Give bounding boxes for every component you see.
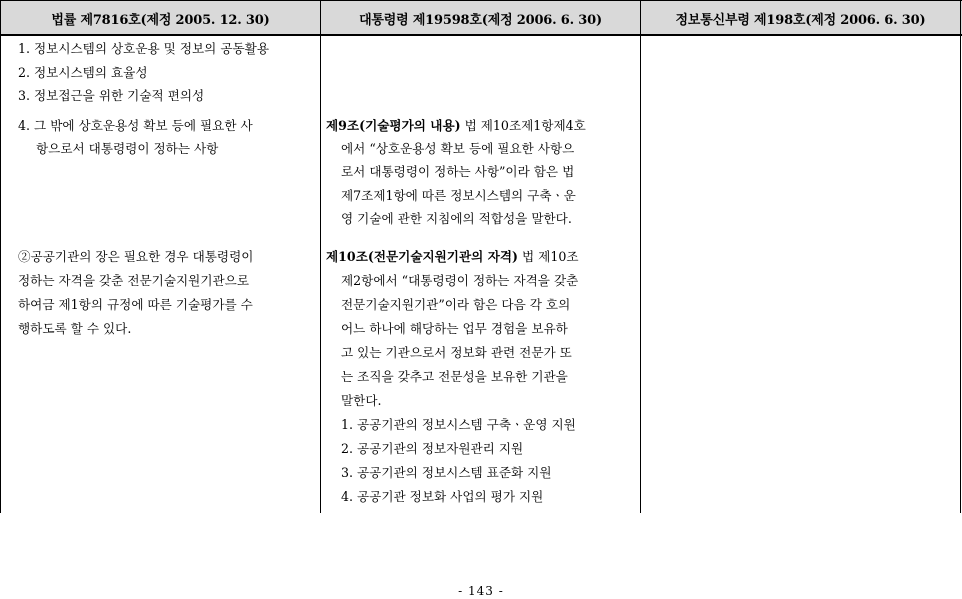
article-10-first-line: 법 제10조	[517, 249, 579, 264]
law-paragraph-2-line-1: ②공공기관의 장은 필요한 경우 대통령령이	[18, 249, 254, 264]
header-law: 법률 제7816호(제정 2005. 12. 30)	[51, 12, 270, 28]
law-paragraph-2-line-4: 행하도록 할 수 있다.	[18, 321, 132, 336]
law-list-item-1: 1. 정보시스템의 상호운용 및 정보의 공동활용	[18, 41, 270, 56]
article-9-first-line: 법 제10조제1항제4호	[460, 118, 586, 133]
law-list-item-4-line-1: 4. 그 밖에 상호운용성 확보 등에 필요한 사	[18, 118, 253, 133]
article-10-title: (전문기술지원기관의 자격)	[367, 249, 518, 264]
article-10-item-4: 4. 공공기관 정보화 사업의 평가 지원	[341, 489, 544, 504]
law-list-item-2: 2. 정보시스템의 효율성	[18, 65, 148, 80]
article-9-line-4: 제7조제1항에 따른 정보시스템의 구축ㆍ운	[341, 188, 576, 203]
table-right-border	[960, 0, 961, 513]
article-9-title: (기술평가의 내용)	[359, 118, 461, 133]
article-10-item-1: 1. 공공기관의 정보시스템 구축ㆍ운영 지원	[341, 417, 576, 432]
article-10-line-5: 고 있는 기관으로서 정보화 관련 전문가 또	[341, 345, 572, 360]
article-10-line-6: 는 조직을 갖추고 전문성을 보유한 기관을	[341, 369, 568, 384]
article-9-line-5: 영 기술에 관한 지침에의 적합성을 말한다.	[341, 211, 572, 226]
article-10-item-2: 2. 공공기관의 정보자원관리 지원	[341, 441, 524, 456]
article-10-line-2: 제2항에서 “대통령령이 정하는 자격을 갖춘	[341, 273, 579, 288]
law-list-item-3: 3. 정보접근을 위한 기술적 편의성	[18, 88, 205, 103]
page-number: - 143 -	[458, 584, 504, 598]
decree-article-9-heading	[326, 114, 586, 138]
article-10-line-4: 어느 하나에 해당하는 업무 경험을 보유하	[341, 321, 568, 336]
decree-article-10-heading	[326, 245, 579, 269]
article-10-item-3: 3. 공공기관의 정보시스템 표준화 지원	[341, 465, 552, 480]
law-paragraph-2-line-3: 하여금 제1항의 규정에 따른 기술평가를 수	[18, 297, 253, 312]
article-9-line-3: 로서 대통령령이 정하는 사항”이라 함은 법	[341, 164, 575, 179]
ministry-ordinance-column	[641, 36, 960, 513]
article-10-line-7: 말한다.	[341, 393, 382, 408]
column-divider-1	[320, 0, 321, 513]
header-decree: 대통령령 제19598호(제정 2006. 6. 30)	[359, 12, 602, 28]
header-ministry-ordinance: 정보통신부령 제198호(제정 2006. 6. 30)	[675, 12, 926, 28]
law-paragraph-2-line-2: 정하는 자격을 갖춘 전문기술지원기관으로	[18, 273, 249, 288]
law-list-item-4-line-2: 항으로서 대통령령이 정하는 사항	[36, 141, 219, 156]
article-9-number: 제9조	[326, 118, 360, 133]
article-10-line-3: 전문기술지원기관”이라 함은 다음 각 호의	[341, 297, 571, 312]
article-10-number: 제10조	[326, 249, 368, 264]
table-left-border	[0, 0, 1, 513]
article-9-line-2: 에서 “상호운용성 확보 등에 필요한 사항으	[341, 141, 575, 156]
